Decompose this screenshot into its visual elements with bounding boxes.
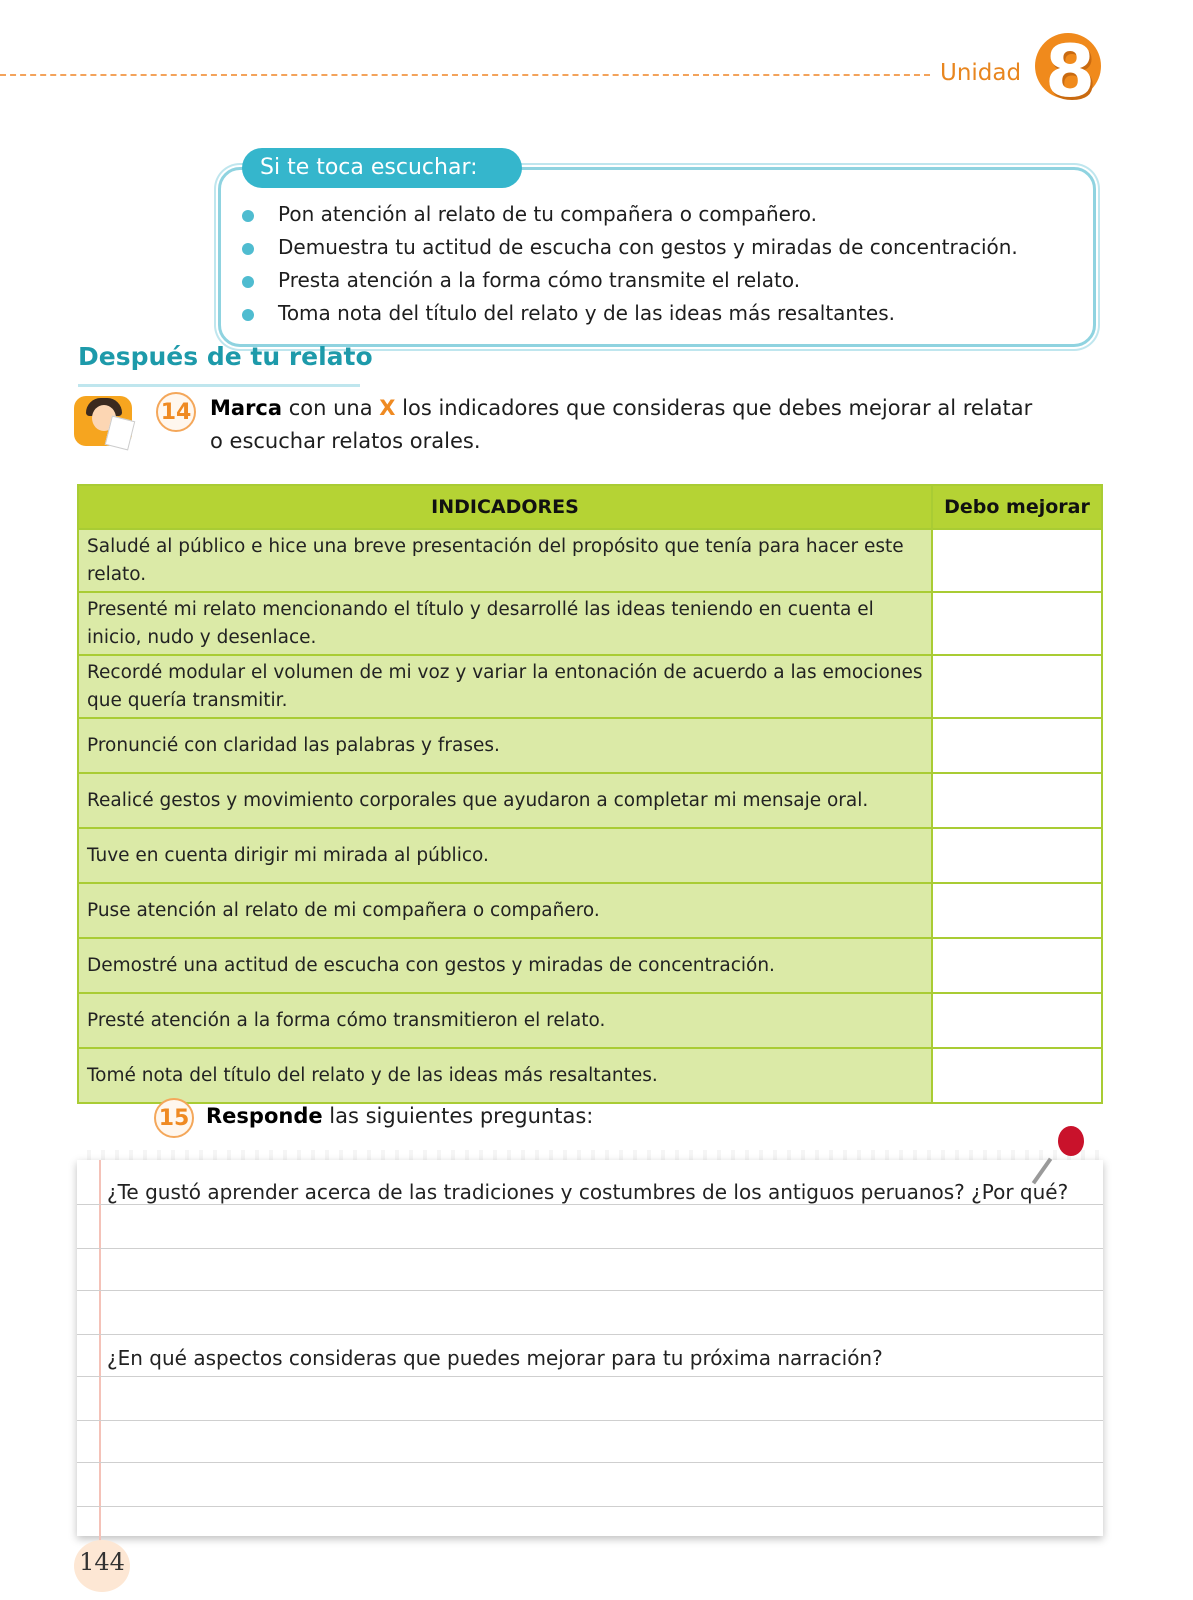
bullet-icon <box>242 243 254 255</box>
page-number: 144 <box>79 1548 125 1576</box>
ruled-line <box>77 1376 1103 1377</box>
bullet-icon <box>242 276 254 288</box>
activity-14-instruction: Marca con una X los indicadores que consideras que debes mejorar al relatar o escuchar relatos orales. <box>210 396 1033 453</box>
checkbox-cell[interactable] <box>932 529 1102 592</box>
checkbox-cell[interactable] <box>932 883 1102 938</box>
table-row: Tomé nota del título del relato y de las ideas más resaltantes. <box>78 1048 1102 1103</box>
activity-number-14: 14 <box>156 392 196 432</box>
section-title: Después de tu relato <box>78 342 373 371</box>
table-row: Tuve en cuenta dirigir mi mirada al público. <box>78 828 1102 883</box>
unit-number: 8 <box>1044 29 1096 113</box>
listening-tips-title: Si te toca escuchar: <box>242 148 522 188</box>
table-row: Realicé gestos y movimiento corporales que ayudaron a completar mi mensaje oral. <box>78 773 1102 828</box>
header-dashed-line <box>0 74 930 76</box>
table-row: Puse atención al relato de mi compañera o compañero. <box>78 883 1102 938</box>
table-row: Presenté mi relato mencionando el título y desarrollé las ideas teniendo en cuenta el inicio, nudo y desenlace. <box>78 592 1102 655</box>
header-debo-mejorar: Debo mejorar <box>932 485 1102 529</box>
pushpin-icon <box>1058 1126 1084 1156</box>
ruled-line <box>77 1420 1103 1421</box>
bullet-icon <box>242 210 254 222</box>
checkbox-cell[interactable] <box>932 828 1102 883</box>
checkbox-cell[interactable] <box>932 592 1102 655</box>
unit-label: Unidad <box>940 60 1022 86</box>
activity-number-15: 15 <box>154 1098 194 1138</box>
table-row: Demostré una actitud de escucha con gestos y miradas de concentración. <box>78 938 1102 993</box>
notebook-margin-line <box>99 1160 101 1580</box>
ruled-line <box>77 1248 1103 1249</box>
ruled-line <box>77 1290 1103 1291</box>
question-2: ¿En qué aspectos consideras que puedes mejorar para tu próxima narración? <box>107 1346 883 1370</box>
checkbox-cell[interactable] <box>932 773 1102 828</box>
table-row: Recordé modular el volumen de mi voz y variar la entonación de acuerdo a las emociones que quería transmitir. <box>78 655 1102 718</box>
table-row: Presté atención a la forma cómo transmitieron el relato. <box>78 993 1102 1048</box>
ruled-line <box>77 1506 1103 1507</box>
checkbox-cell[interactable] <box>932 938 1102 993</box>
table-header-row <box>78 485 1102 529</box>
list-item: Pon atención al relato de tu compañera o compañero. <box>242 198 1018 231</box>
table-row: Pronuncié con claridad las palabras y frases. <box>78 718 1102 773</box>
list-item: Presta atención a la forma cómo transmite el relato. <box>242 264 1018 297</box>
indicators-table <box>77 484 1103 1104</box>
checkbox-cell[interactable] <box>932 1048 1102 1103</box>
list-item: Toma nota del título del relato y de las ideas más resaltantes. <box>242 297 1018 330</box>
bullet-icon <box>242 309 254 321</box>
question-1: ¿Te gustó aprender acerca de las tradiciones y costumbres de los antiguos peruanos? ¿Por qué? <box>107 1180 1069 1204</box>
checkbox-cell[interactable] <box>932 655 1102 718</box>
checkbox-cell[interactable] <box>932 718 1102 773</box>
table-row: Saludé al público e hice una breve presentación del propósito que tenía para hacer este relato. <box>78 529 1102 592</box>
ruled-line <box>77 1462 1103 1463</box>
ruled-line <box>77 1334 1103 1335</box>
listening-tips-list <box>242 198 1018 330</box>
activity-15-instruction: Responde las siguientes preguntas: <box>206 1104 594 1128</box>
list-item: Demuestra tu actitud de escucha con gestos y miradas de concentración. <box>242 231 1018 264</box>
ruled-line <box>77 1204 1103 1205</box>
header-indicadores: INDICADORES <box>78 485 932 529</box>
checkbox-cell[interactable] <box>932 993 1102 1048</box>
section-underline <box>78 384 360 387</box>
